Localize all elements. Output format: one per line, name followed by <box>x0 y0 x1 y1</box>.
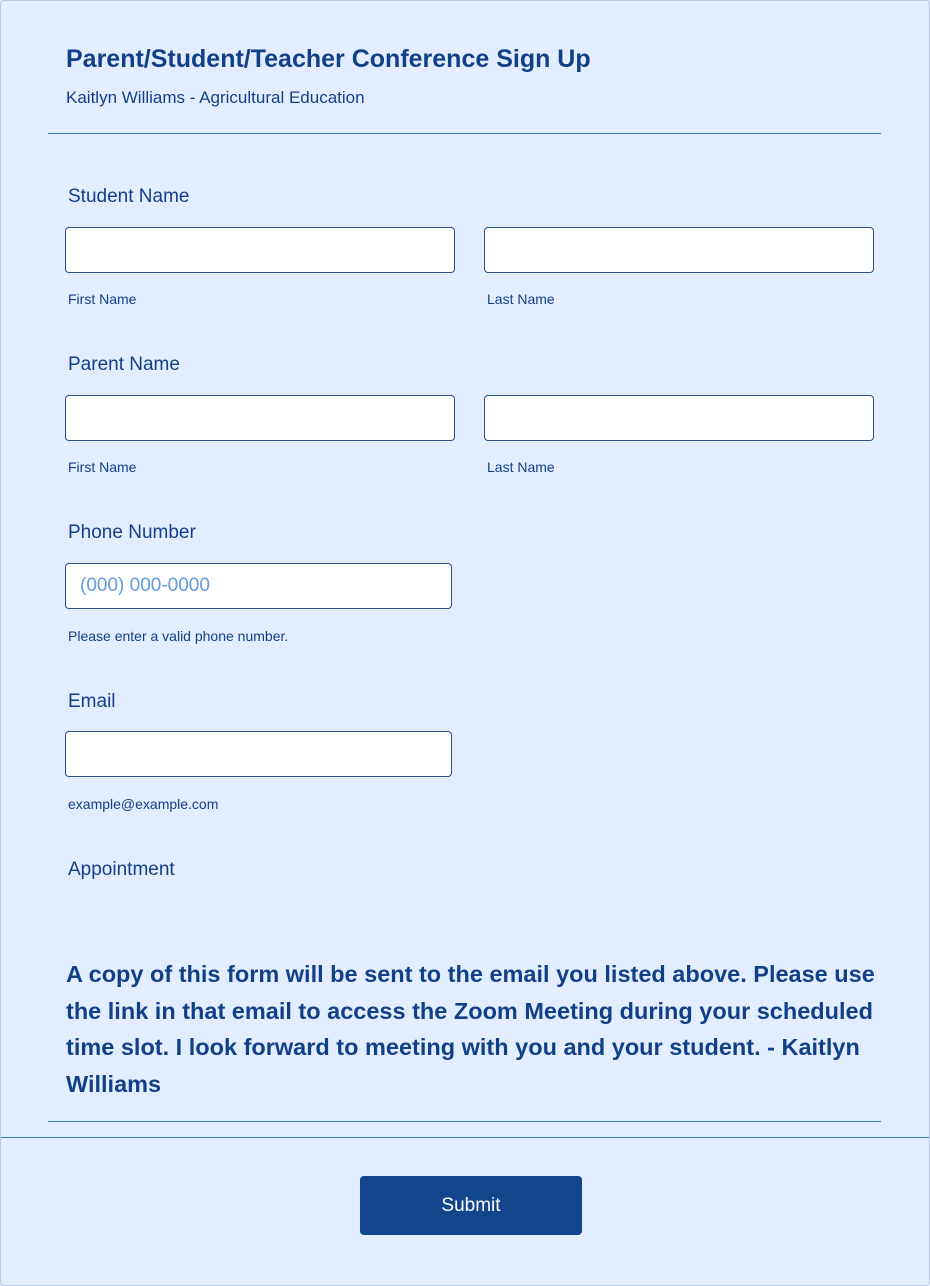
student-last-name-sublabel: Last Name <box>487 291 555 307</box>
parent-last-name-input[interactable] <box>484 395 874 441</box>
student-first-name-input[interactable] <box>65 227 455 273</box>
note-divider <box>48 1121 881 1122</box>
submit-button[interactable]: Submit <box>360 1176 582 1235</box>
phone-number-sublabel: Please enter a valid phone number. <box>68 628 289 644</box>
student-last-name-input[interactable] <box>484 227 874 273</box>
email-sublabel: example@example.com <box>68 796 219 812</box>
parent-last-name-sublabel: Last Name <box>487 459 555 475</box>
parent-first-name-input[interactable] <box>65 395 455 441</box>
form-title: Parent/Student/Teacher Conference Sign Up <box>66 45 591 73</box>
appointment-label: Appointment <box>68 859 175 880</box>
phone-number-input[interactable] <box>65 563 452 609</box>
footer-divider <box>1 1137 929 1138</box>
student-name-label: Student Name <box>68 186 190 207</box>
confirmation-note: A copy of this form will be sent to the email you listed above. Please use the link in that email to access the Zoom Meeting during your scheduled time slot. I look forward to meeting with you and your student. - Kaitlyn Williams <box>66 961 875 1097</box>
email-label: Email <box>68 691 116 712</box>
form-subtitle: Kaitlyn Williams - Agricultural Education <box>66 88 365 107</box>
phone-number-label: Phone Number <box>68 522 196 543</box>
header-divider <box>48 133 881 134</box>
email-input[interactable] <box>65 731 452 777</box>
parent-first-name-sublabel: First Name <box>68 459 137 475</box>
student-first-name-sublabel: First Name <box>68 291 137 307</box>
parent-name-label: Parent Name <box>68 354 180 375</box>
